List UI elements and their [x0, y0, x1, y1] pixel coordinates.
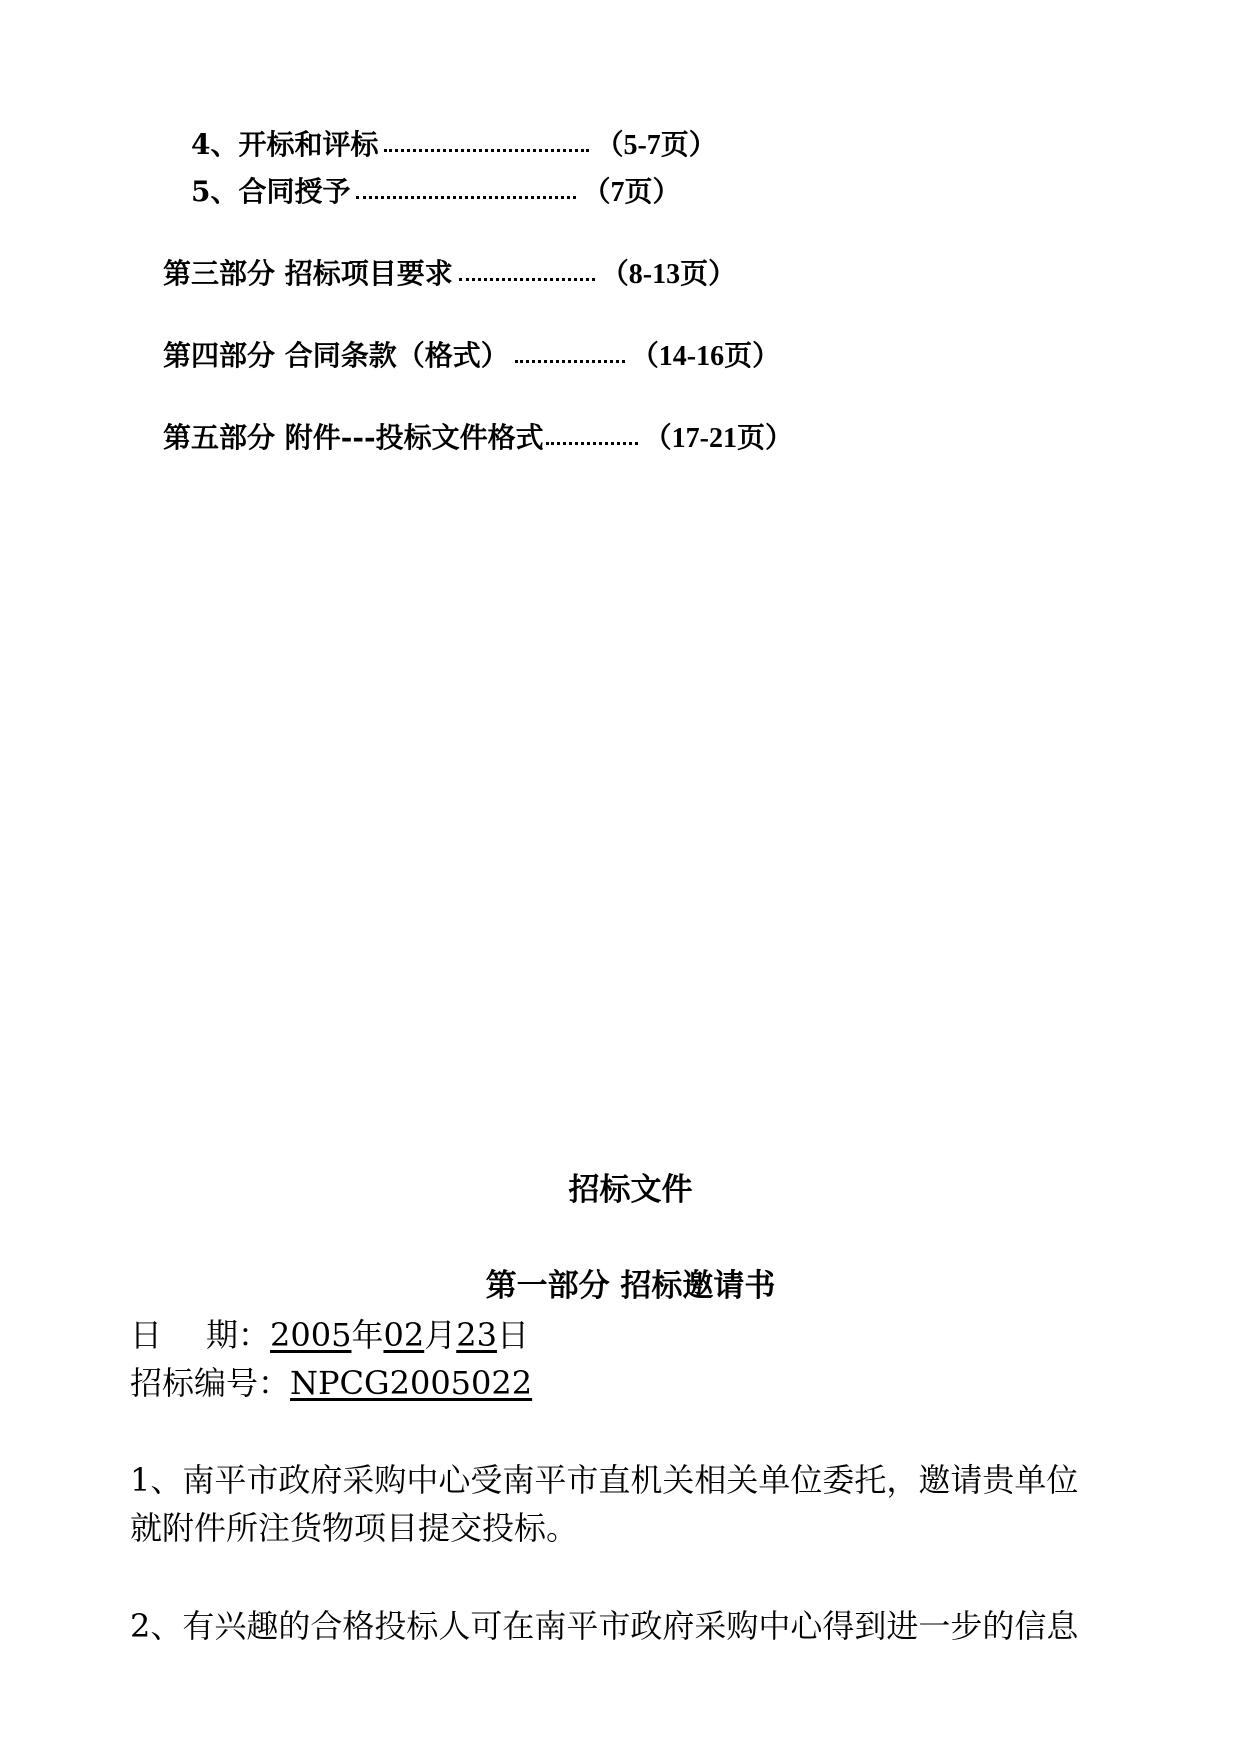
toc-entry-label: 第五部分 附件---投标文件格式: [163, 421, 544, 454]
toc-part-3: [163, 256, 736, 293]
date-day-unit: 日: [496, 1316, 529, 1354]
toc-entry-pages: （14-16页）: [630, 341, 781, 372]
toc-entry-5: [191, 174, 681, 211]
paragraph-1-line-1: 1、南平市政府采购中心受南平市直机关相关单位委托，邀请贵单位: [130, 1461, 1079, 1499]
toc-entry-pages: （5-7页）: [595, 130, 717, 161]
toc-dot-leader: [384, 149, 589, 152]
toc-part-5: [163, 420, 793, 457]
toc-entry-label: 5、合同授予: [191, 175, 351, 208]
date-month-unit: 月: [424, 1316, 457, 1354]
date-month: 02: [383, 1316, 425, 1354]
toc-part-4: [163, 338, 780, 375]
date-label: 日 期：: [130, 1316, 271, 1354]
toc-dot-leader: [356, 196, 576, 199]
paragraph-2: [130, 1606, 1078, 1646]
toc-entry-pages: （8-13页）: [600, 259, 737, 290]
toc-entry-label: 第四部分 合同条款（格式）: [163, 339, 509, 372]
date-line: [130, 1315, 529, 1355]
paragraph-1: [130, 1460, 1078, 1548]
toc-entry-pages: （17-21页）: [643, 423, 793, 454]
toc-dot-leader: [459, 278, 595, 281]
bid-number-label: 招标编号：: [130, 1364, 291, 1402]
paragraph-2-line-1: 2、有兴趣的合格投标人可在南平市政府采购中心得到进一步的信息: [130, 1607, 1079, 1645]
toc-dot-leader: [546, 442, 638, 445]
bid-number-value: NPCG2005022: [290, 1364, 533, 1402]
toc-dot-leader: [515, 360, 625, 363]
toc-entry-label: 4、开标和评标: [191, 128, 379, 161]
bid-number-line: [130, 1363, 532, 1403]
paragraph-1-line-2: 就附件所注货物项目提交投标。: [130, 1509, 579, 1547]
date-day: 23: [456, 1316, 497, 1354]
part-title: 第一部分 招标邀请书: [485, 1268, 776, 1304]
document-title: 招标文件: [568, 1172, 693, 1208]
date-year: 2005: [270, 1316, 352, 1354]
toc-entry-4: [191, 127, 717, 164]
toc-entry-label: 第三部分 招标项目要求: [163, 257, 453, 290]
toc-entry-pages: （7页）: [582, 177, 681, 208]
date-year-unit: 年: [351, 1316, 384, 1354]
